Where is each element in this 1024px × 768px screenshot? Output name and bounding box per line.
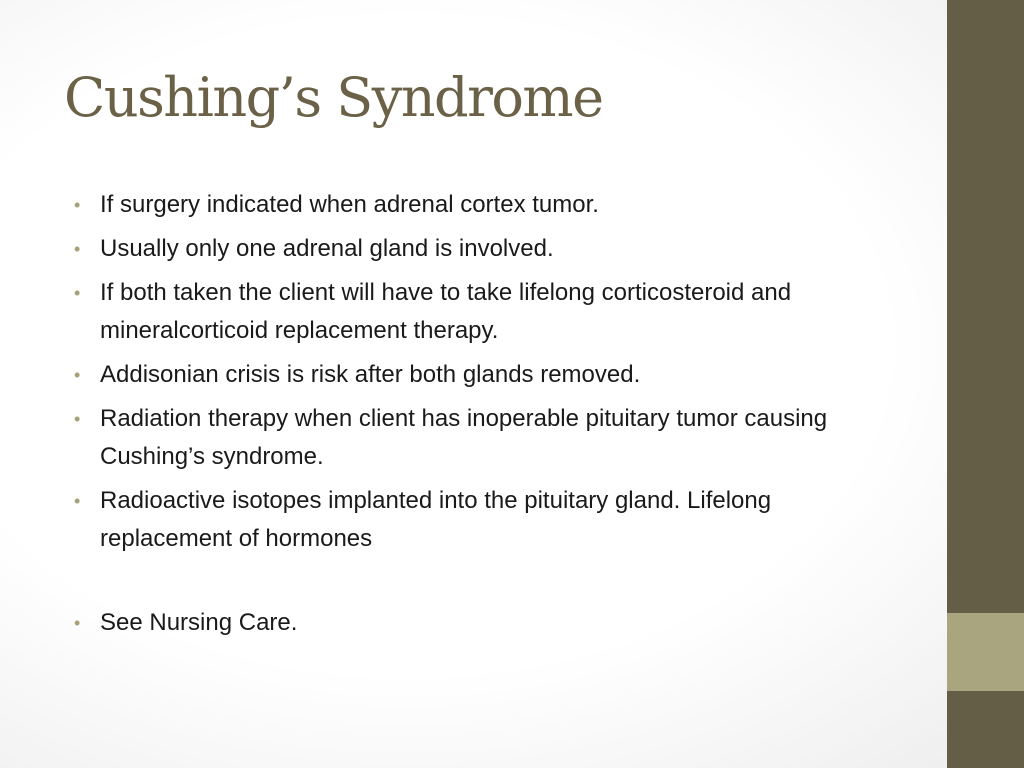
bullet-item <box>74 274 894 350</box>
bullet-text: If both taken the client will have to take lifelong corticosteroid and mineralcorticoid replacement therapy. <box>100 279 792 344</box>
bullet-item <box>74 400 894 476</box>
bullet-dot-icon: • <box>74 283 81 303</box>
bullet-dot-icon: • <box>74 409 81 429</box>
bullet-text: Radiation therapy when client has inoperable pituitary tumor causing Cushing’s syndrome. <box>100 405 828 470</box>
bullet-dot-icon: • <box>74 491 81 511</box>
bullet-item <box>74 186 894 224</box>
bullet-dot-icon: • <box>74 239 81 259</box>
bullet-text: Addisonian crisis is risk after both glands removed. <box>100 361 641 388</box>
slide-title: Cushing’s Syndrome <box>64 66 603 129</box>
bullet-text: Usually only one adrenal gland is involved. <box>100 235 554 262</box>
bullet-list <box>74 186 894 648</box>
bullet-text: See Nursing Care. <box>100 609 298 636</box>
bullet-text: If surgery indicated when adrenal cortex tumor. <box>100 191 599 218</box>
bullet-dot-icon: • <box>74 613 81 633</box>
bullet-dot-icon: • <box>74 365 81 385</box>
bullet-item <box>74 482 894 558</box>
bullet-item <box>74 604 894 642</box>
bullet-item <box>74 356 894 394</box>
bullet-text: Radioactive isotopes implanted into the pituitary gland. Lifelong replacement of hormones <box>100 487 772 552</box>
decorative-side-accent <box>947 613 1024 691</box>
bullet-item <box>74 230 894 268</box>
bullet-dot-icon: • <box>74 195 81 215</box>
